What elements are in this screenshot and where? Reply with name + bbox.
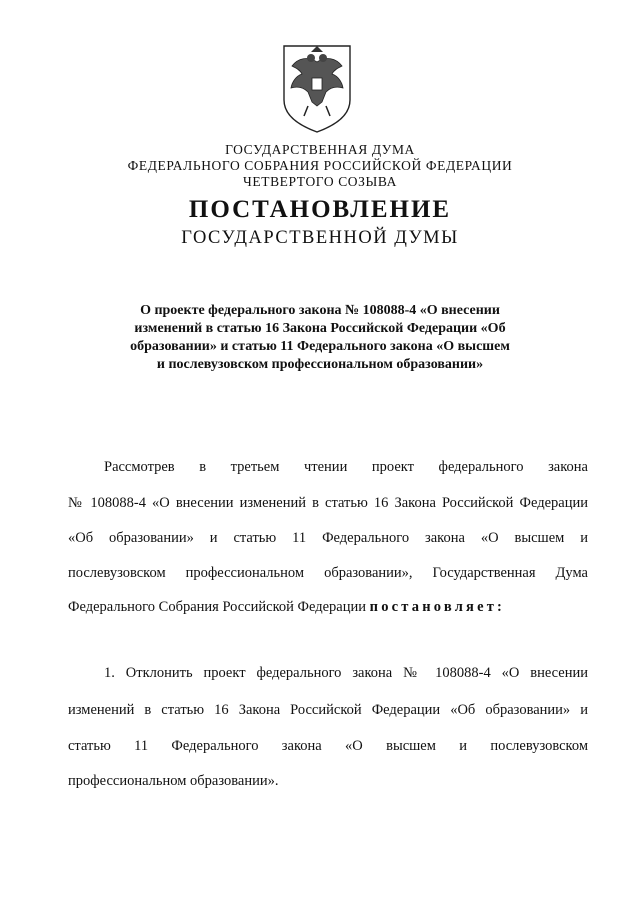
item-1-line: профессиональном образовании». [68,773,279,789]
item-1-line: 1. Отклонить проект федерального закона № 108088-4 «О внесении [104,665,588,681]
subject-line: и послевузовском профессиональном образовании» [156,357,484,372]
preamble-line: № 108088-4 «О внесении изменений в статью 16 Закона Российской Федерации [68,495,588,511]
preamble-line: Рассмотрев в третьем чтении проект федерального закона [104,459,588,475]
item-1-line: изменений в статью 16 Закона Российской Федерации «Об образовании» и [68,702,588,718]
preamble-line: Федерального Собрания Российской Федерации [68,599,367,615]
subject-line: образовании» и статью 11 Федерального закона «О высшем [130,339,510,354]
subject-line: изменений в статью 16 Закона Российской Федерации «Об [134,321,506,336]
document-subtitle: ГОСУДАРСТВЕННОЙ ДУМЫ [181,228,459,248]
org-line-3: ЧЕТВЕРТОГО СОЗЫВА [243,174,397,189]
preamble-line: послевузовском профессиональном образовании», Государственная Дума [68,565,588,581]
decree-word: постановляет: [369,599,506,615]
org-line-1: ГОСУДАРСТВЕННАЯ ДУМА [225,142,415,157]
org-line-2: ФЕДЕРАЛЬНОГО СОБРАНИЯ РОССИЙСКОЙ ФЕДЕРАЦИИ [127,158,513,173]
item-1-line: статью 11 Федерального закона «О высшем и послевузовском [68,738,588,754]
document-title: ПОСТАНОВЛЕНИЕ [188,196,452,223]
coat-of-arms-icon [278,42,356,134]
preamble-line-final [68,599,588,616]
subject-line: О проекте федерального закона № 108088-4 «О внесении [140,303,500,318]
preamble-line: «Об образовании» и статью 11 Федерального закона «О высшем и [68,530,588,546]
